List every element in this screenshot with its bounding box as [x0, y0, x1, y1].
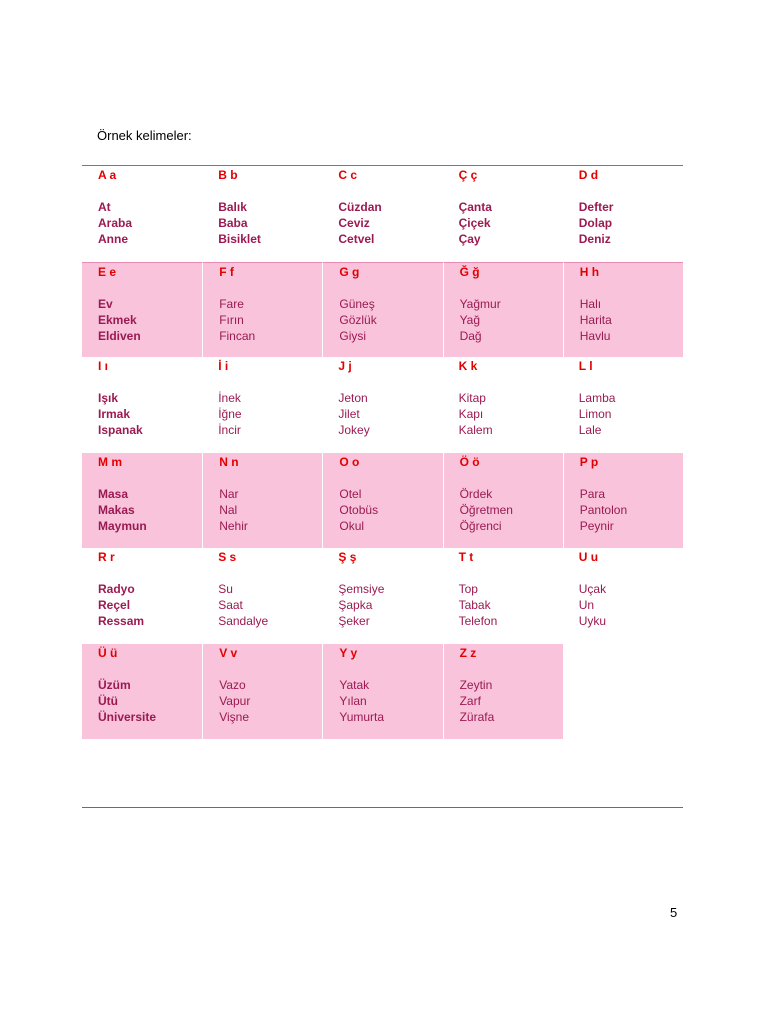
example-word: Yılan: [339, 693, 367, 708]
page-number: 5: [670, 905, 678, 920]
example-word: Öğrenci: [459, 518, 502, 533]
word-list: [579, 581, 683, 629]
example-word: Zarf: [459, 693, 481, 708]
letter-cell: [82, 166, 202, 262]
word-list: [218, 581, 322, 629]
letter-heading: K k: [458, 359, 478, 373]
letter-cell: [322, 453, 442, 549]
letter-cell: [443, 644, 563, 740]
word-list: [580, 296, 683, 344]
word-list: [98, 486, 202, 534]
word-list: [338, 390, 442, 438]
letter-cell: [82, 357, 202, 453]
example-word: Fırın: [219, 312, 244, 327]
example-word: Okul: [339, 518, 365, 533]
letter-heading: Ö ö: [459, 454, 480, 469]
example-word: Eldiven: [98, 328, 141, 343]
word-list: [460, 677, 563, 725]
example-word: Jilet: [338, 407, 360, 421]
letter-cell: [443, 262, 563, 358]
letter-heading: M m: [98, 454, 122, 469]
example-word: Tabak: [458, 598, 491, 612]
letter-heading: Y y: [339, 645, 358, 660]
letter-cell: [563, 357, 683, 453]
example-word: At: [98, 200, 111, 214]
letter-heading: D d: [578, 168, 599, 182]
example-word: Vişne: [219, 709, 249, 724]
letter-cell: [322, 644, 442, 740]
word-list: [98, 390, 202, 438]
letter-cell: [322, 357, 442, 453]
alphabet-table: [82, 166, 683, 739]
example-word: Cetvel: [338, 232, 375, 246]
letter-cell: [82, 644, 202, 740]
letter-heading: Ğ ğ: [459, 264, 480, 279]
word-list: [98, 199, 202, 247]
example-word: Ceviz: [338, 216, 370, 230]
letter-heading: I ı: [98, 359, 109, 373]
letter-heading: L l: [578, 359, 593, 373]
example-word: Öğretmen: [459, 502, 513, 517]
example-word: Halı: [579, 296, 602, 311]
example-word: Top: [458, 582, 478, 596]
example-word: Jeton: [338, 391, 368, 405]
example-word: Ressam: [98, 614, 145, 628]
example-word: Yatak: [339, 677, 370, 692]
word-list: [339, 677, 442, 725]
example-word: Bisiklet: [218, 232, 261, 246]
letter-heading: S s: [218, 550, 237, 564]
example-word: Reçel: [98, 598, 131, 612]
example-word: Şeker: [338, 614, 370, 628]
example-word: Otel: [339, 486, 362, 501]
word-list: [460, 486, 563, 534]
word-list: [579, 199, 683, 247]
example-word: Kitap: [458, 391, 486, 405]
letter-cell: [563, 453, 683, 549]
word-list: [579, 390, 683, 438]
letter-heading: A a: [98, 168, 117, 182]
example-word: İğne: [218, 407, 242, 421]
word-list: [460, 296, 563, 344]
example-word: Fare: [219, 296, 244, 311]
letter-heading: O o: [339, 454, 360, 469]
example-word: İncir: [218, 423, 241, 437]
example-word: Ütü: [98, 693, 118, 708]
example-word: Zürafa: [459, 709, 495, 724]
example-word: Masa: [98, 486, 129, 501]
example-word: Çanta: [458, 200, 492, 214]
example-word: Lamba: [578, 391, 616, 405]
word-list: [219, 486, 322, 534]
letter-heading: H h: [579, 264, 600, 279]
example-word: Nal: [219, 502, 238, 517]
example-word: Radyo: [98, 582, 135, 596]
example-word: Vapur: [219, 693, 251, 708]
word-list: [219, 677, 322, 725]
example-word: Ev: [98, 296, 113, 311]
letter-heading: İ i: [218, 359, 229, 373]
example-word: Zeytin: [459, 677, 493, 692]
example-word: Fincan: [219, 328, 256, 343]
example-word: Maymun: [98, 518, 147, 533]
example-word: Vazo: [219, 677, 246, 692]
letter-heading: Ç ç: [458, 168, 478, 182]
example-word: Havlu: [579, 328, 611, 343]
example-word: Pantolon: [579, 502, 628, 517]
example-word: Kalem: [458, 423, 493, 437]
example-word: Lale: [578, 423, 602, 437]
example-word: Ördek: [459, 486, 493, 501]
example-word: Üzüm: [98, 677, 131, 692]
example-word: Su: [218, 582, 233, 596]
letter-heading: E e: [98, 264, 117, 279]
example-word: Işık: [98, 391, 119, 405]
word-list: [339, 486, 442, 534]
word-list: [219, 296, 322, 344]
example-word: Dağ: [459, 328, 482, 343]
example-word: Güneş: [339, 296, 375, 311]
letter-cell: [202, 453, 322, 549]
example-word: Yağ: [459, 312, 481, 327]
example-word: Un: [578, 598, 595, 612]
letter-heading: T t: [458, 550, 474, 564]
word-list: [338, 581, 442, 629]
example-word: Anne: [98, 232, 128, 246]
example-word: Nar: [219, 486, 239, 501]
letter-heading: Ü ü: [98, 645, 118, 660]
letter-cell: [202, 166, 322, 262]
example-word: Deniz: [578, 232, 611, 246]
example-word: İnek: [218, 391, 241, 405]
word-list: [459, 581, 563, 629]
example-word: Şemsiye: [338, 582, 385, 596]
letter-cell: [322, 548, 442, 644]
letter-heading: G g: [339, 264, 360, 279]
example-word: Araba: [98, 216, 133, 230]
word-list: [459, 390, 563, 438]
word-list: [218, 199, 322, 247]
word-list: [580, 486, 683, 534]
example-word: Irmak: [98, 407, 131, 421]
example-word: Ispanak: [98, 423, 143, 437]
letter-cell: [443, 166, 563, 262]
letter-heading: N n: [219, 454, 239, 469]
example-word: Giysi: [339, 328, 367, 343]
example-word: Baba: [218, 216, 248, 230]
word-list: [98, 296, 202, 344]
intro-text: Örnek kelimeler:: [97, 128, 192, 143]
example-word: Saat: [218, 598, 243, 612]
letter-cell: [202, 262, 322, 358]
word-list: [98, 677, 202, 725]
example-word: Harita: [579, 312, 612, 327]
example-word: Kapı: [458, 407, 484, 421]
empty-cell: [563, 644, 683, 740]
example-word: Ekmek: [98, 312, 137, 327]
word-list: [459, 199, 563, 247]
example-word: Peynir: [579, 518, 614, 533]
letter-cell: [202, 548, 322, 644]
example-word: Sandalye: [218, 614, 269, 628]
letter-heading: V v: [219, 645, 238, 660]
letter-cell: [443, 453, 563, 549]
example-word: Çay: [458, 232, 481, 246]
letter-heading: R r: [98, 550, 115, 564]
example-word: Çiçek: [458, 216, 491, 230]
word-list: [338, 199, 442, 247]
example-word: Nehir: [219, 518, 248, 533]
letter-cell: [82, 262, 202, 358]
letter-cell: [82, 453, 202, 549]
example-word: Uçak: [578, 582, 607, 596]
letter-heading: C c: [338, 168, 358, 182]
letter-cell: [322, 262, 442, 358]
example-word: Defter: [578, 200, 614, 214]
letter-cell: [202, 357, 322, 453]
word-list: [98, 581, 202, 629]
letter-heading: J j: [338, 359, 352, 373]
example-word: Makas: [98, 502, 135, 517]
letter-heading: Ş ş: [338, 550, 357, 564]
letter-cell: [563, 262, 683, 358]
letter-heading: B b: [218, 168, 238, 182]
letter-heading: U u: [578, 550, 599, 564]
example-word: Otobüs: [339, 502, 379, 517]
example-word: Cüzdan: [338, 200, 382, 214]
letter-heading: Z z: [459, 645, 477, 660]
letter-cell: [82, 548, 202, 644]
example-word: Yağmur: [459, 296, 501, 311]
example-word: Telefon: [458, 614, 498, 628]
letter-cell: [563, 548, 683, 644]
example-word: Dolap: [578, 216, 613, 230]
letter-heading: P p: [579, 454, 599, 469]
letter-cell: [443, 357, 563, 453]
example-word: Uyku: [578, 614, 607, 628]
example-word: Para: [579, 486, 606, 501]
example-word: Limon: [578, 407, 612, 421]
word-list: [218, 390, 322, 438]
letter-cell: [443, 548, 563, 644]
example-word: Yumurta: [339, 709, 385, 724]
letter-cell: [563, 166, 683, 262]
example-word: Gözlük: [339, 312, 377, 327]
example-word: Üniversite: [98, 709, 157, 724]
letter-heading: F f: [219, 264, 234, 279]
example-word: Şapka: [338, 598, 373, 612]
example-word: Balık: [218, 200, 247, 214]
example-word: Jokey: [338, 423, 370, 437]
letter-cell: [202, 644, 322, 740]
bottom-rule: [82, 807, 683, 808]
word-list: [339, 296, 442, 344]
letter-cell: [322, 166, 442, 262]
